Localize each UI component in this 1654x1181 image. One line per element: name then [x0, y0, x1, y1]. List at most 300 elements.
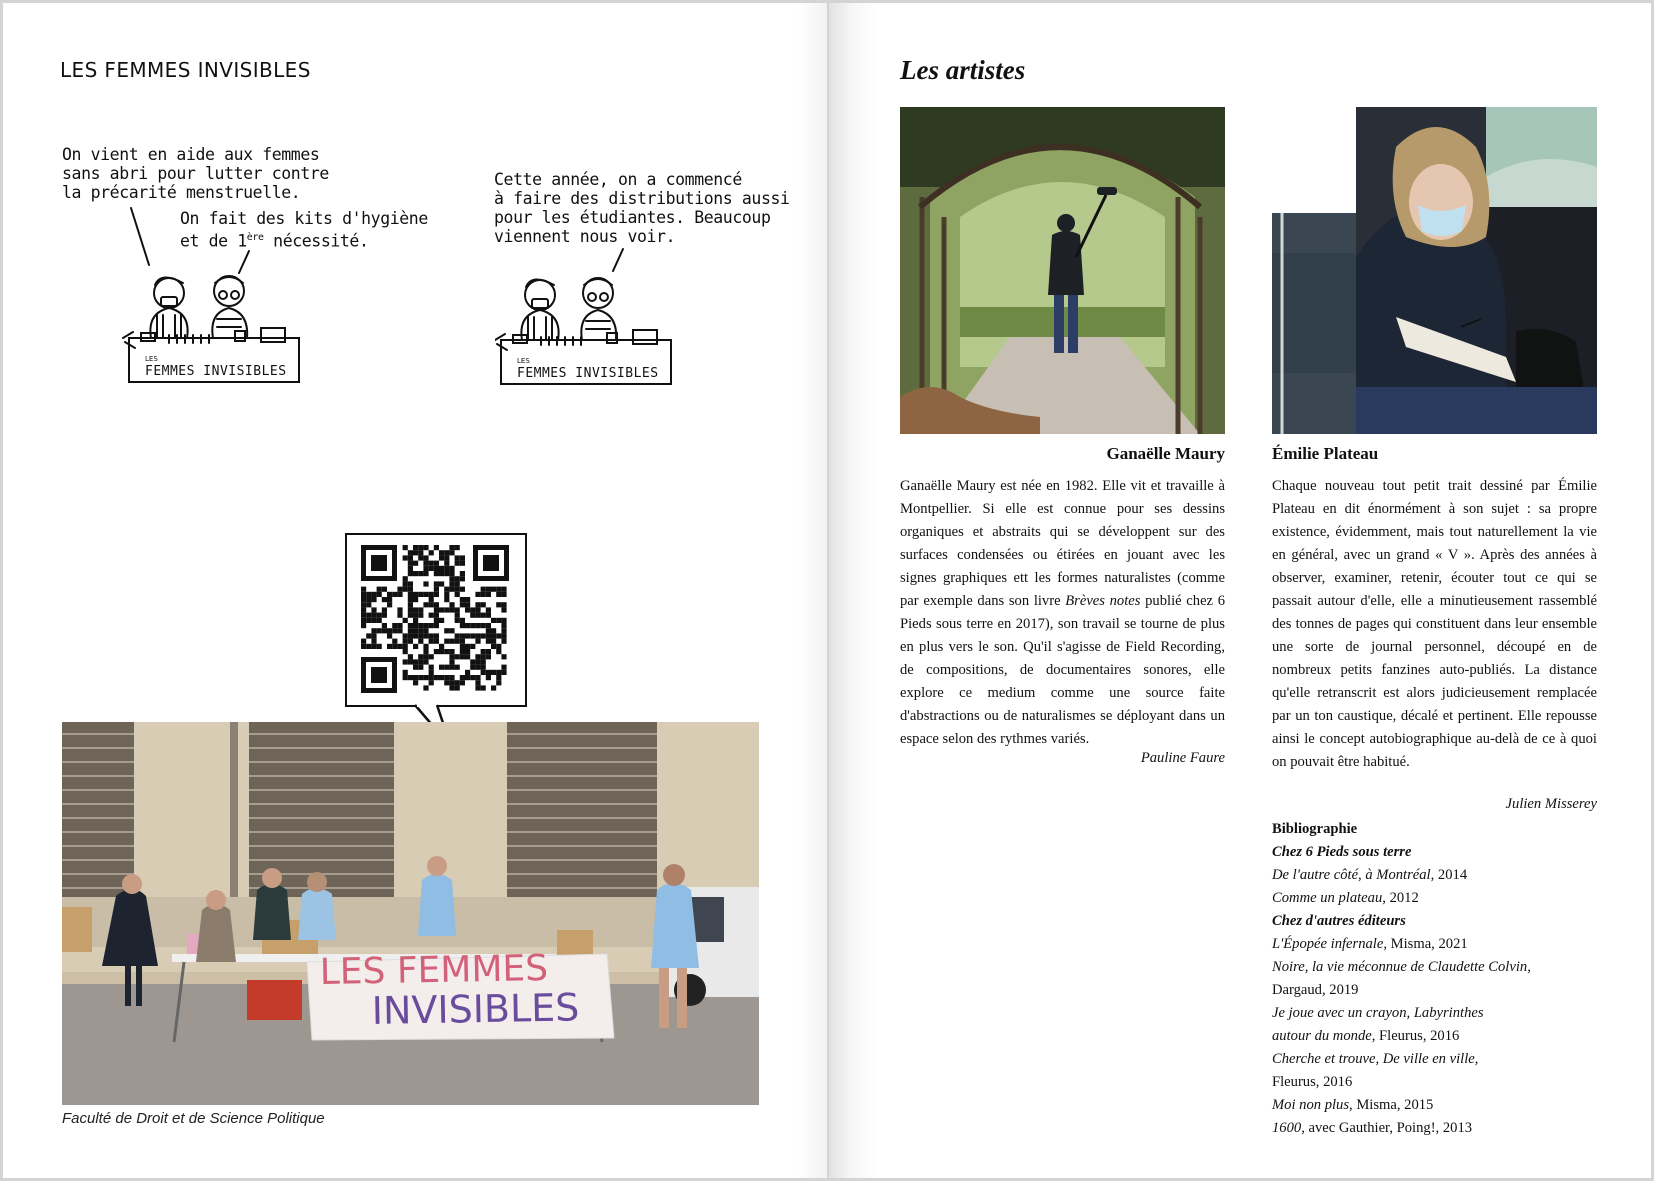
qr-module	[377, 592, 382, 597]
qr-module	[439, 665, 444, 670]
qr-module	[413, 659, 418, 664]
qr-module	[408, 659, 413, 664]
qr-module	[408, 550, 413, 555]
qr-module	[418, 675, 423, 680]
book-title: Cherche et trouve, De ville en ville	[1272, 1051, 1475, 1067]
book-details: , avec Gauthier, Poing!, 2013	[1301, 1120, 1473, 1136]
qr-module	[403, 644, 408, 649]
bibliography-item	[1272, 1002, 1597, 1025]
qr-module	[444, 587, 449, 592]
speech-bubble-1: On vient en aide aux femmes sans abri pour lutter contre la précarité menstruelle.	[62, 145, 329, 202]
qr-module	[361, 597, 366, 602]
qr-module	[475, 613, 480, 618]
qr-module	[501, 618, 506, 623]
qr-module	[444, 607, 449, 612]
qr-module	[439, 571, 444, 576]
qr-module	[382, 607, 387, 612]
qr-module	[371, 592, 376, 597]
qr-module	[475, 685, 480, 690]
qr-module	[460, 654, 465, 659]
qr-module	[455, 607, 460, 612]
qr-module	[366, 592, 371, 597]
qr-module	[418, 659, 423, 664]
qr-module	[465, 602, 470, 607]
qr-module	[501, 639, 506, 644]
qr-module	[481, 592, 486, 597]
qr-module	[501, 607, 506, 612]
qr-module	[434, 623, 439, 628]
bio-text: publié chez 6 Pieds sous terre en 2017), son travail se tourne de plus en plus vers le son. Qu'il s'agisse de Field Recording, de compositions, de documentaires sonores, elle explore ce medium comme une source faite d'abstractions ou de naturalismes se déployant dans un espace selon des rythmes variés.	[900, 593, 1226, 747]
qr-module	[423, 561, 428, 566]
qr-module	[449, 665, 454, 670]
qr-module	[429, 623, 434, 628]
book-spread	[3, 3, 1651, 1178]
qr-module	[439, 644, 444, 649]
book-title: Comme un plateau	[1272, 890, 1383, 906]
qr-module	[371, 618, 376, 623]
qr-module	[408, 633, 413, 638]
qr-module	[408, 561, 413, 566]
qr-module	[387, 628, 392, 633]
qr-module	[387, 592, 392, 597]
qr-module	[460, 649, 465, 654]
qr-module	[387, 633, 392, 638]
qr-module	[434, 561, 439, 566]
qr-module	[486, 633, 491, 638]
bibliography-item	[1272, 864, 1597, 887]
qr-module	[418, 571, 423, 576]
qr-module	[413, 633, 418, 638]
qr-module	[465, 607, 470, 612]
qr-module	[449, 685, 454, 690]
qr-module	[496, 618, 501, 623]
book-details: , Fleurus, 2016	[1371, 1028, 1460, 1044]
qr-module	[418, 592, 423, 597]
qr-module	[439, 649, 444, 654]
qr-module	[361, 623, 366, 628]
qr-module	[455, 561, 460, 566]
artist-bio-ganaelle	[900, 475, 1225, 751]
qr-module	[413, 644, 418, 649]
qr-module	[486, 613, 491, 618]
bibliography-item	[1272, 1117, 1597, 1140]
qr-module	[470, 613, 475, 618]
qr-module	[403, 649, 408, 654]
qr-module	[403, 555, 408, 560]
qr-module	[397, 592, 402, 597]
street-photo	[62, 722, 759, 1105]
qr-module	[501, 628, 506, 633]
qr-module	[444, 680, 449, 685]
book-title: Je joue avec un crayon, Labyrinthes	[1272, 1005, 1484, 1021]
qr-module	[413, 665, 418, 670]
qr-module	[392, 644, 397, 649]
qr-module	[434, 602, 439, 607]
qr-module	[377, 644, 382, 649]
qr-module	[444, 555, 449, 560]
qr-module	[460, 644, 465, 649]
qr-module	[392, 592, 397, 597]
qr-module	[470, 633, 475, 638]
qr-module	[434, 545, 439, 550]
artist-bio-emilie: Chaque nouveau tout petit trait dessiné par Émilie Plateau en dit énormément à son sujet : sa propre existence, évidemment, mais tout naturellement la vie en général, avec un grand « V ». Après des années à observer, examiner, retenir, écouter tout ce qui se passait autour d'elle, elle a minutieusement rassemblé des tonnes de pages qui constituent dans leur ensemble une sorte de journal personnel, découpé en de nombreux petits fanzines auto-publiés. La distance qu'elle retranscrit est alors judicieusement remplacée par un ton caustique, décalé et pertinent. Elle repousse ainsi le concept autobiographique au-delà de ce à quoi on pouvait être habitué.	[1272, 478, 1597, 770]
qr-module	[434, 675, 439, 680]
qr-module	[418, 665, 423, 670]
qr-module	[434, 566, 439, 571]
qr-module	[361, 639, 366, 644]
qr-module	[481, 613, 486, 618]
qr-module	[423, 571, 428, 576]
qr-module	[475, 607, 480, 612]
qr-module	[361, 613, 366, 618]
qr-module	[403, 618, 408, 623]
qr-module	[460, 571, 465, 576]
qr-module	[486, 623, 491, 628]
book-details: , Misma, 2021	[1383, 936, 1468, 952]
qr-module	[481, 587, 486, 592]
qr-module	[371, 613, 376, 618]
qr-module	[460, 576, 465, 581]
qr-module	[408, 587, 413, 592]
qr-module	[392, 628, 397, 633]
qr-module	[392, 623, 397, 628]
qr-module	[465, 633, 470, 638]
qr-module	[408, 675, 413, 680]
qr-module	[439, 550, 444, 555]
bibliography-section: Chez 6 Pieds sous terre	[1272, 844, 1412, 860]
bibliography-item	[1272, 956, 1597, 979]
qr-module	[429, 665, 434, 670]
qr-module	[444, 566, 449, 571]
qr-module	[423, 633, 428, 638]
qr-module	[366, 644, 371, 649]
qr-module	[413, 613, 418, 618]
qr-module	[423, 675, 428, 680]
book-details: , 2014	[1430, 867, 1468, 883]
qr-module	[418, 654, 423, 659]
qr-module	[371, 607, 376, 612]
qr-module	[429, 561, 434, 566]
bio-text: Ganaëlle Maury est née en 1982. Elle vit et travaille à Montpellier. Si elle est connue pour ses dessins organiques et abstraits qui se développent sur des surfaces condensées ou étirées en jouant avec les signes graphiques ett les formes naturalistes (comme par exemple dans son livre	[900, 478, 1225, 609]
qr-module	[470, 675, 475, 680]
page-title: LES FEMMES INVISIBLES	[60, 58, 311, 82]
qr-module	[501, 623, 506, 628]
banner-text-1: LES FEMMES	[319, 948, 549, 993]
qr-module	[481, 670, 486, 675]
table-sign: FEMMES INVISIBLES	[517, 366, 659, 381]
qr-module	[501, 665, 506, 670]
qr-module	[423, 685, 428, 690]
qr-module	[501, 587, 506, 592]
qr-module	[361, 602, 366, 607]
qr-module	[408, 592, 413, 597]
qr-module	[423, 545, 428, 550]
qr-module	[423, 649, 428, 654]
qr-module	[397, 613, 402, 618]
qr-module	[377, 613, 382, 618]
qr-module	[460, 587, 465, 592]
bibliography-item	[1272, 1048, 1597, 1071]
qr-module	[486, 587, 491, 592]
qr-module	[413, 550, 418, 555]
qr-module	[475, 623, 480, 628]
qr-module	[408, 654, 413, 659]
qr-module	[460, 680, 465, 685]
qr-module	[444, 665, 449, 670]
qr-module	[475, 680, 480, 685]
bibliography-item-continued: Fleurus, 2016	[1272, 1074, 1353, 1090]
qr-module	[449, 571, 454, 576]
qr-module	[382, 587, 387, 592]
qr-module	[408, 628, 413, 633]
qr-module	[486, 670, 491, 675]
photo-caption: Faculté de Droit et de Science Politique	[62, 1110, 325, 1127]
qr-module	[366, 597, 371, 602]
qr-module	[361, 592, 366, 597]
qr-module	[371, 597, 376, 602]
qr-module	[423, 555, 428, 560]
qr-module	[444, 639, 449, 644]
qr-module	[460, 555, 465, 560]
qr-module	[486, 639, 491, 644]
qr-module	[481, 633, 486, 638]
qr-module	[501, 633, 506, 638]
book-title: Brèves notes	[1065, 593, 1141, 609]
qr-module	[449, 545, 454, 550]
qr-module	[455, 581, 460, 586]
qr-module	[449, 675, 454, 680]
qr-module	[429, 550, 434, 555]
qr-module	[460, 597, 465, 602]
qr-module	[496, 602, 501, 607]
bibliography-heading: Bibliographie	[1272, 821, 1358, 837]
qr-module	[486, 649, 491, 654]
qr-module	[413, 623, 418, 628]
qr-module	[397, 587, 402, 592]
qr-module	[455, 545, 460, 550]
qr-module	[413, 675, 418, 680]
table-sign: FEMMES INVISIBLES	[145, 364, 287, 379]
bibliography	[1272, 818, 1597, 1140]
qr-module	[387, 602, 392, 607]
qr-module	[408, 613, 413, 618]
qr-module	[408, 623, 413, 628]
qr-module	[429, 592, 434, 597]
qr-module	[423, 623, 428, 628]
qr-module	[408, 639, 413, 644]
qr-module	[361, 587, 366, 592]
table-sign-small: LES	[517, 357, 530, 365]
qr-module	[444, 675, 449, 680]
qr-module	[418, 633, 423, 638]
qr-module	[460, 618, 465, 623]
bibliography-item-continued: Dargaud, 2019	[1272, 982, 1359, 998]
qr-module	[486, 654, 491, 659]
qr-module	[496, 649, 501, 654]
qr-module	[408, 607, 413, 612]
qr-module	[361, 644, 366, 649]
qr-module	[423, 644, 428, 649]
qr-module	[444, 628, 449, 633]
qr-module	[403, 675, 408, 680]
qr-module	[481, 685, 486, 690]
qr-module	[403, 659, 408, 664]
artist-photo-emilie-edge	[1272, 213, 1356, 434]
qr-module	[434, 618, 439, 623]
qr-module	[418, 545, 423, 550]
qr-module	[434, 592, 439, 597]
qr-module	[501, 654, 506, 659]
qr-module	[496, 670, 501, 675]
qr-module	[423, 654, 428, 659]
qr-module	[449, 566, 454, 571]
artist-name-emilie: Émilie Plateau	[1272, 444, 1379, 463]
qr-module	[455, 613, 460, 618]
qr-module	[444, 550, 449, 555]
qr-module	[397, 623, 402, 628]
bubble-2-text-end: nécessité.	[263, 231, 369, 251]
qr-module	[413, 628, 418, 633]
qr-module	[408, 581, 413, 586]
qr-code-bubble[interactable]	[345, 533, 527, 707]
qr-module	[371, 633, 376, 638]
qr-module	[475, 654, 480, 659]
qr-module	[418, 639, 423, 644]
qr-module	[371, 628, 376, 633]
qr-module	[491, 639, 496, 644]
table-sign-small: LES	[145, 355, 158, 363]
qr-module	[403, 633, 408, 638]
qr-module	[470, 665, 475, 670]
qr-module	[449, 576, 454, 581]
qr-module	[423, 659, 428, 664]
qr-module	[418, 613, 423, 618]
qr-module	[475, 665, 480, 670]
qr-module	[371, 644, 376, 649]
qr-module	[491, 633, 496, 638]
qr-module	[413, 571, 418, 576]
artist-name-ganaelle: Ganaëlle Maury	[1106, 444, 1225, 463]
qr-module	[496, 633, 501, 638]
bibliography-section: Chez d'autres éditeurs	[1272, 913, 1406, 929]
qr-module	[481, 623, 486, 628]
qr-module	[491, 587, 496, 592]
book-title: 1600	[1272, 1120, 1302, 1136]
qr-module	[496, 587, 501, 592]
qr-module	[465, 654, 470, 659]
qr-module	[475, 633, 480, 638]
qr-module	[413, 592, 418, 597]
qr-module	[496, 680, 501, 685]
bibliography-item	[1272, 887, 1597, 910]
qr-module	[501, 670, 506, 675]
book-details: , Misma, 2015	[1349, 1097, 1434, 1113]
qr-module	[377, 618, 382, 623]
artist-photo-emilie	[1356, 107, 1597, 434]
qr-module	[413, 561, 418, 566]
qr-module	[429, 633, 434, 638]
qr-module	[392, 639, 397, 644]
qr-module	[366, 618, 371, 623]
qr-module	[481, 654, 486, 659]
bibliography-item	[1272, 1094, 1597, 1117]
qr-module	[465, 644, 470, 649]
qr-module	[449, 581, 454, 586]
qr-module	[413, 680, 418, 685]
qr-module	[408, 555, 413, 560]
qr-module	[460, 675, 465, 680]
artist-photo-ganaelle	[900, 107, 1225, 434]
qr-module	[377, 587, 382, 592]
qr-module	[366, 602, 371, 607]
qr-module	[465, 623, 470, 628]
bibliography-item-continued	[1272, 1025, 1597, 1048]
qr-module	[366, 633, 371, 638]
qr-module	[434, 607, 439, 612]
qr-module	[397, 628, 402, 633]
qr-module	[408, 602, 413, 607]
qr-code[interactable]	[347, 535, 524, 704]
qr-module	[397, 644, 402, 649]
qr-module	[481, 659, 486, 664]
qr-module	[403, 581, 408, 586]
qr-module	[449, 607, 454, 612]
qr-module	[491, 670, 496, 675]
qr-module	[455, 576, 460, 581]
qr-module	[470, 607, 475, 612]
qr-module	[429, 680, 434, 685]
qr-module	[460, 633, 465, 638]
qr-module	[429, 566, 434, 571]
qr-module	[418, 555, 423, 560]
qr-module	[423, 628, 428, 633]
qr-module	[481, 649, 486, 654]
qr-module	[486, 675, 491, 680]
qr-module	[434, 649, 439, 654]
qr-module	[387, 644, 392, 649]
qr-module	[455, 639, 460, 644]
qr-module	[486, 592, 491, 597]
qr-module	[481, 602, 486, 607]
bio-signature-emilie: Julien Misserey	[1505, 796, 1597, 812]
left-page	[3, 3, 827, 1178]
qr-module	[455, 618, 460, 623]
comic-panel-2	[495, 243, 685, 413]
qr-module	[449, 649, 454, 654]
page-title: Les artistes	[900, 55, 1026, 85]
qr-module	[460, 623, 465, 628]
qr-module	[491, 628, 496, 633]
qr-module	[366, 613, 371, 618]
qr-module	[418, 623, 423, 628]
qr-module	[403, 576, 408, 581]
qr-module	[501, 592, 506, 597]
qr-module	[444, 571, 449, 576]
book-details: ,	[1527, 959, 1531, 975]
qr-module	[434, 587, 439, 592]
qr-module	[429, 670, 434, 675]
qr-module	[403, 587, 408, 592]
qr-module	[434, 613, 439, 618]
qr-module	[377, 628, 382, 633]
bubble-2-superscript: ère	[246, 232, 264, 243]
qr-module	[496, 675, 501, 680]
qr-module	[423, 581, 428, 586]
qr-module	[491, 618, 496, 623]
qr-module	[481, 665, 486, 670]
book-title: autour du monde	[1272, 1028, 1372, 1044]
qr-module	[361, 618, 366, 623]
